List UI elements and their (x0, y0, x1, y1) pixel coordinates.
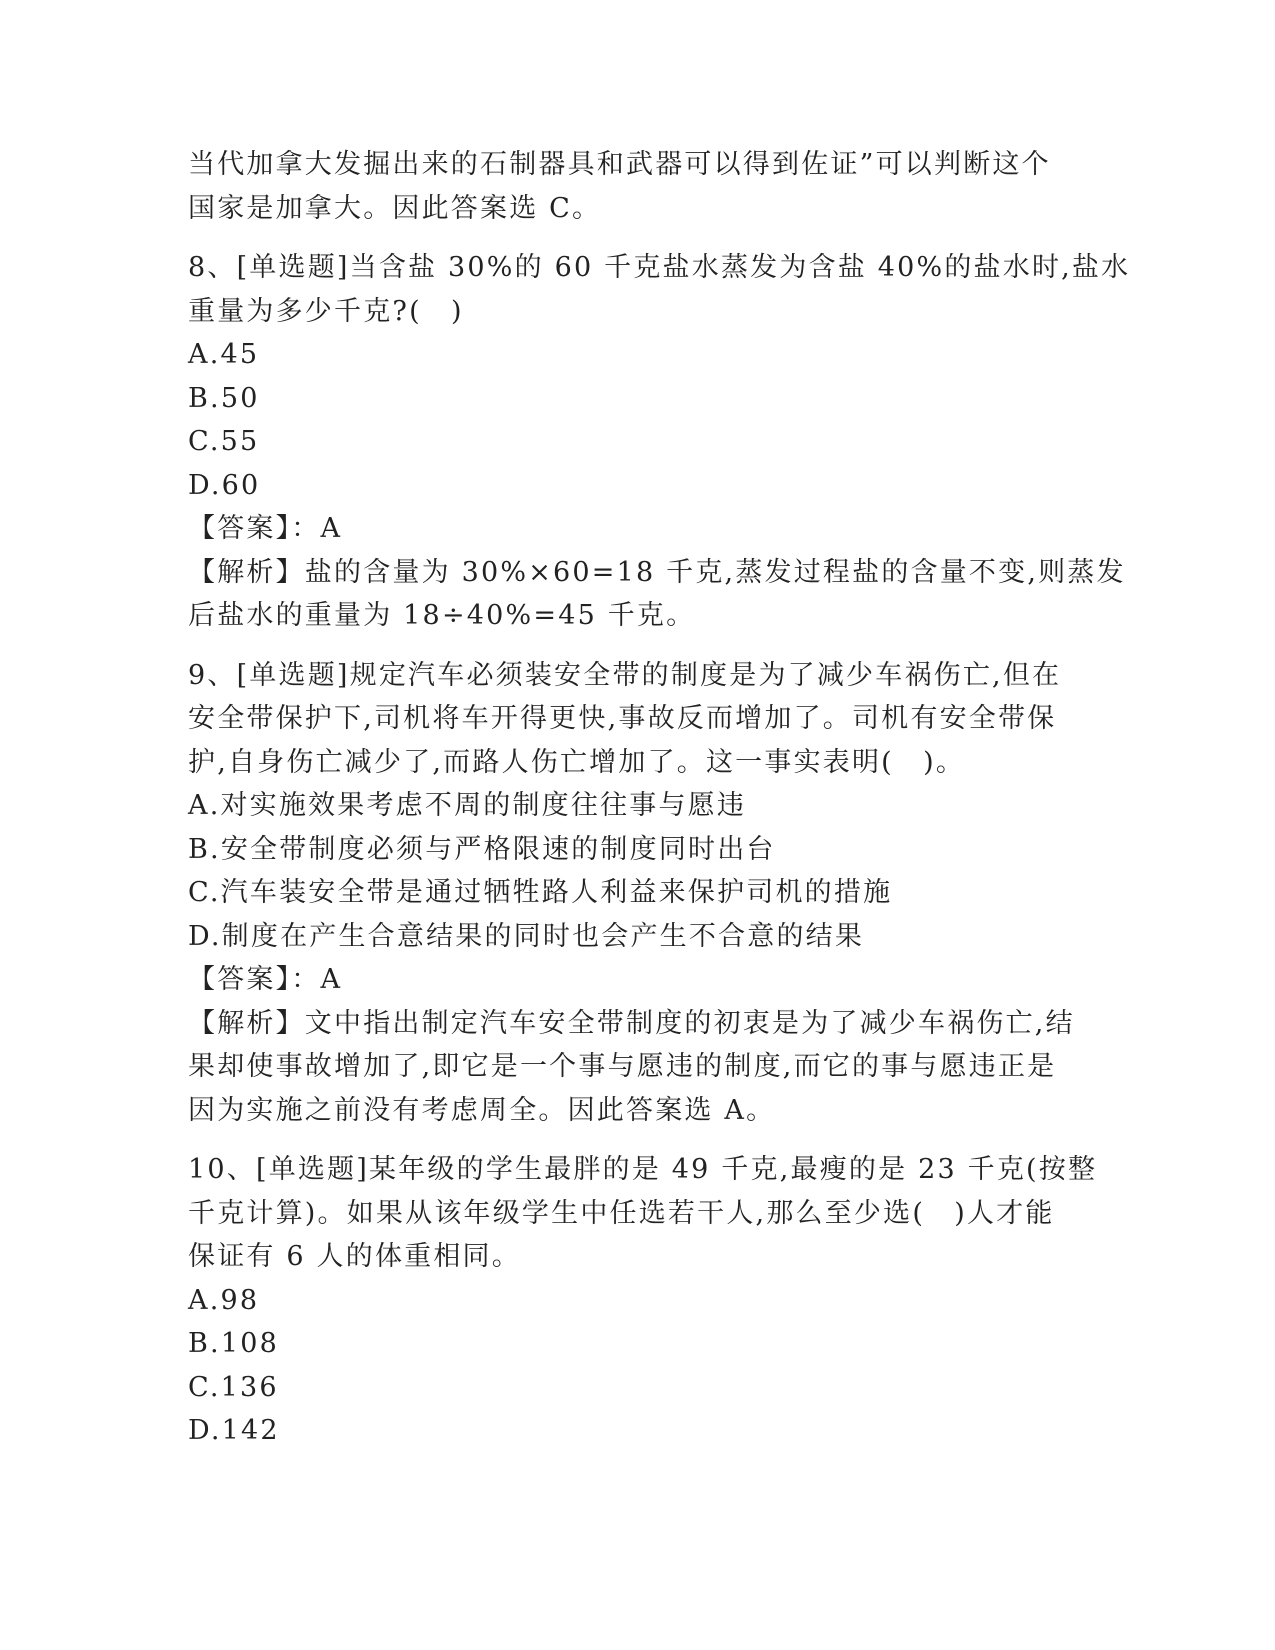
analysis-line: 因为实施之前没有考虑周全。因此答案选 A。 (188, 1094, 776, 1126)
option-a: A.45 (188, 339, 260, 370)
question-stem: 安全带保护下,司机将车开得更快,事故反而增加了。司机有安全带保 (188, 703, 1057, 734)
analysis-line: 【解析】盐的含量为 30%×60=18 千克,蒸发过程盐的含量不变,则蒸发 (188, 556, 1126, 588)
question-stem: 8、[单选题]当含盐 30%的 60 千克盐水蒸发为含盐 40%的盐水时,盐水 (188, 252, 1131, 283)
text-line: 当代加拿大发掘出来的石制器具和武器可以得到佐证”可以判断这个 (188, 149, 1051, 180)
question-stem: 千克计算)。如果从该年级学生中任选若干人,那么至少选( )人才能 (188, 1197, 1055, 1229)
text-line: 国家是加拿大。因此答案选 C。 (188, 192, 602, 224)
question-stem: 护,自身伤亡减少了,而路人伤亡增加了。这一事实表明( )。 (188, 746, 966, 778)
option-d: D.60 (188, 469, 261, 501)
option-a: A.98 (188, 1284, 260, 1316)
option-b: B.50 (188, 382, 260, 414)
analysis-line: 【解析】文中指出制定汽车安全带制度的初衷是为了减少车祸伤亡,结 (188, 1007, 1075, 1039)
option-d: D.142 (188, 1415, 280, 1446)
answer-line: 【答案】：A (188, 513, 343, 544)
option-a: A.对实施效果考虑不周的制度往往事与愿违 (188, 790, 747, 821)
question-10 (188, 1148, 1098, 1453)
document-body (188, 143, 1131, 1453)
question-9 (188, 654, 1075, 1133)
question-8 (188, 246, 1131, 638)
question-stem: 保证有 6 人的体重相同。 (188, 1241, 521, 1272)
option-b: B.安全带制度必须与严格限速的制度同时出台 (188, 833, 776, 865)
previous-analysis-continuation (188, 143, 1068, 230)
question-stem: 9、[单选题]规定汽车必须装安全带的制度是为了减少车祸伤亡,但在 (188, 659, 1062, 691)
question-stem: 重量为多少千克?( ) (188, 295, 464, 327)
question-stem: 10、[单选题]某年级的学生最胖的是 49 千克,最瘦的是 23 千克(按整 (188, 1154, 1098, 1185)
option-b: B.108 (188, 1328, 279, 1359)
analysis-line: 后盐水的重量为 18÷40%=45 千克。 (188, 600, 696, 631)
option-c: C.55 (188, 426, 260, 457)
option-d: D.制度在产生合意结果的同时也会产生不合意的结果 (188, 920, 865, 952)
option-c: C.136 (188, 1371, 279, 1403)
answer-line: 【答案】：A (188, 964, 343, 995)
option-c: C.汽车装安全带是通过牺牲路人利益来保护司机的措施 (188, 877, 893, 908)
analysis-line: 果却使事故增加了,即它是一个事与愿违的制度,而它的事与愿违正是 (188, 1051, 1057, 1082)
